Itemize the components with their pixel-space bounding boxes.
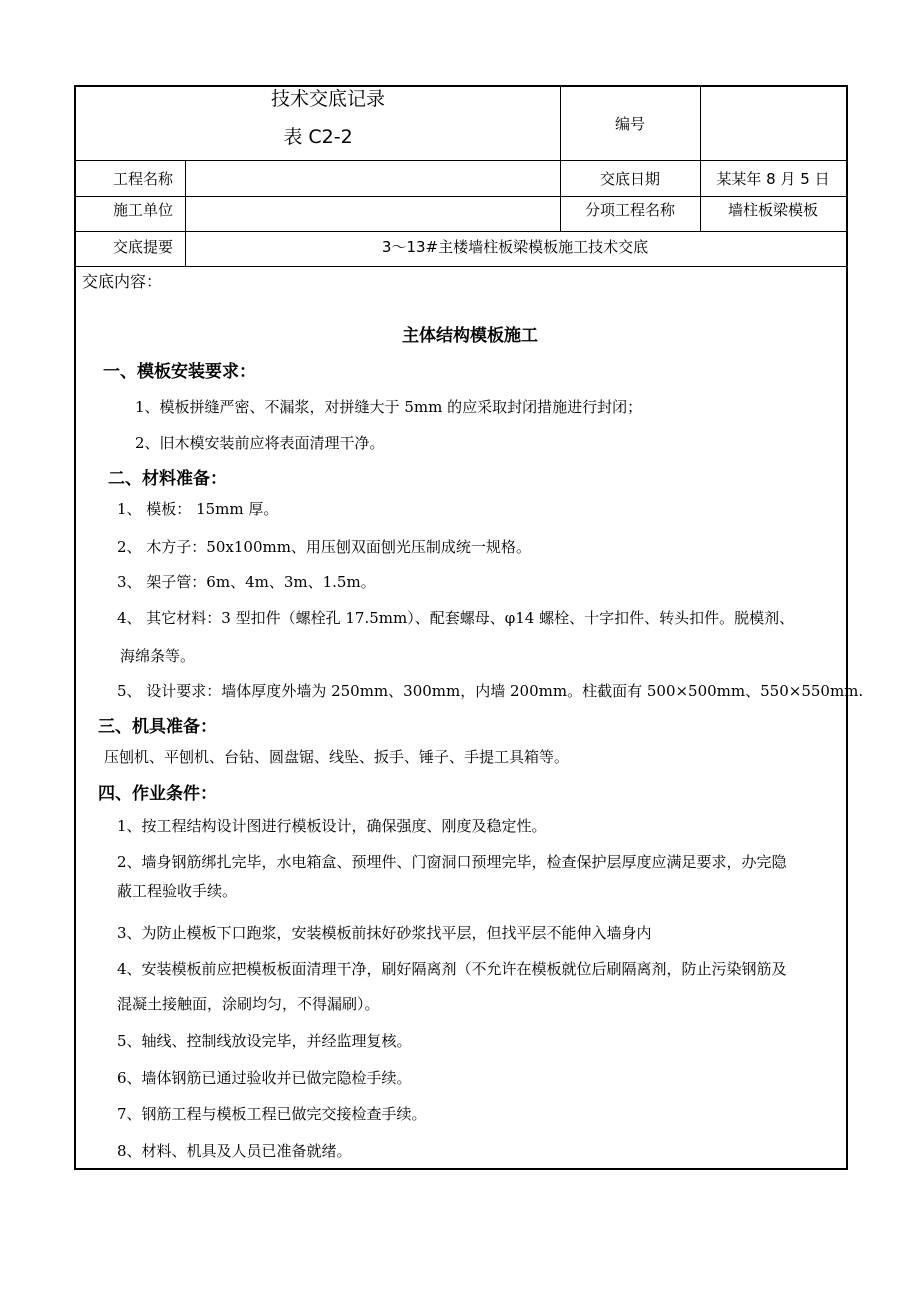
- unit-label: 施工单位: [112, 201, 174, 219]
- divider: [560, 86, 561, 231]
- section-heading: 一、模板安装要求：: [103, 362, 256, 382]
- sub-project-label: 分项工程名称: [584, 201, 676, 219]
- list-item: 7、钢筋工程与模板工程已做完交接检查手续。: [117, 1105, 427, 1123]
- list-item: 混凝土接触面，涂刷均匀，不得漏刷）。: [117, 995, 380, 1013]
- list-item: 2、旧木模安装前应将表面清理干净。: [135, 434, 385, 452]
- summary-value: 3～13#主楼墙柱板梁模板施工技术交底: [381, 238, 649, 256]
- form-title: 技术交底记录: [270, 88, 386, 110]
- list-item: 6、墙体钢筋已通过验收并已做完隐检手续。: [117, 1069, 412, 1087]
- date-label: 交底日期: [599, 170, 661, 188]
- list-item: 蔽工程验收手续。: [117, 882, 238, 900]
- divider: [74, 231, 846, 232]
- sub-project-value: 墙柱板梁模板: [727, 201, 819, 219]
- content-title: 主体结构模板施工: [402, 326, 538, 346]
- divider: [185, 160, 186, 266]
- section-heading: 四、作业条件：: [98, 784, 217, 804]
- list-item: 3、为防止模板下口跑浆，安装模板前抹好砂浆找平层，但找平层不能伸入墙身内: [117, 924, 652, 942]
- section-heading: 三、机具准备：: [98, 717, 217, 737]
- list-item: 1、按工程结构设计图进行模板设计，确保强度、刚度及稳定性。: [117, 817, 547, 835]
- number-label: 编号: [614, 115, 646, 133]
- divider: [700, 86, 701, 231]
- list-item: 5、轴线、控制线放设完毕，并经监理复核。: [117, 1032, 412, 1050]
- list-item: 1、模板拼缝严密、不漏浆，对拼缝大于 5mm 的应采取封闭措施进行封闭；: [135, 398, 643, 416]
- list-item: 2、墙身钢筋绑扎完毕，水电箱盒、预埋件、门窗洞口预埋完毕，检查保护层厚度应满足要求，办完隐: [117, 853, 787, 871]
- list-item: 3、 架子管：6m、4m、3m、1.5m。: [117, 573, 376, 591]
- list-item: 2、 木方子：50x100mm、用压刨双面刨光压制成统一规格。: [117, 538, 531, 556]
- project-name-label: 工程名称: [112, 170, 174, 188]
- content-label: 交底内容：: [82, 272, 163, 291]
- list-item: 4、安装模板前应把模板板面清理干净，刷好隔离剂（不允许在模板就位后刷隔离剂，防止污染钢筋及: [117, 960, 787, 978]
- list-item: 压刨机、平刨机、台钻、圆盘锯、线坠、扳手、锤子、手提工具箱等。: [104, 748, 570, 766]
- divider: [74, 160, 846, 161]
- form-number: 表 C2-2: [283, 126, 353, 148]
- list-item: 1、 模板： 15mm 厚。: [117, 500, 279, 518]
- list-item: 5、 设计要求：墙体厚度外墙为 250mm、300mm，内墙 200mm。柱截面有 500×500mm、550×550mm.: [117, 682, 864, 700]
- divider: [74, 266, 846, 267]
- list-item: 4、 其它材料：3 型扣件（螺栓孔 17.5mm）、配套螺母、φ14 螺栓、十字扣件、转头扣件。脱模剂、: [117, 609, 795, 627]
- summary-label: 交底提要: [112, 238, 174, 256]
- list-item: 8、材料、机具及人员已准备就绪。: [117, 1142, 352, 1160]
- list-item: 海绵条等。: [120, 647, 196, 665]
- divider: [74, 196, 846, 197]
- section-heading: 二、材料准备：: [108, 469, 227, 489]
- date-value: 某某年 8 月 5 日: [716, 170, 830, 188]
